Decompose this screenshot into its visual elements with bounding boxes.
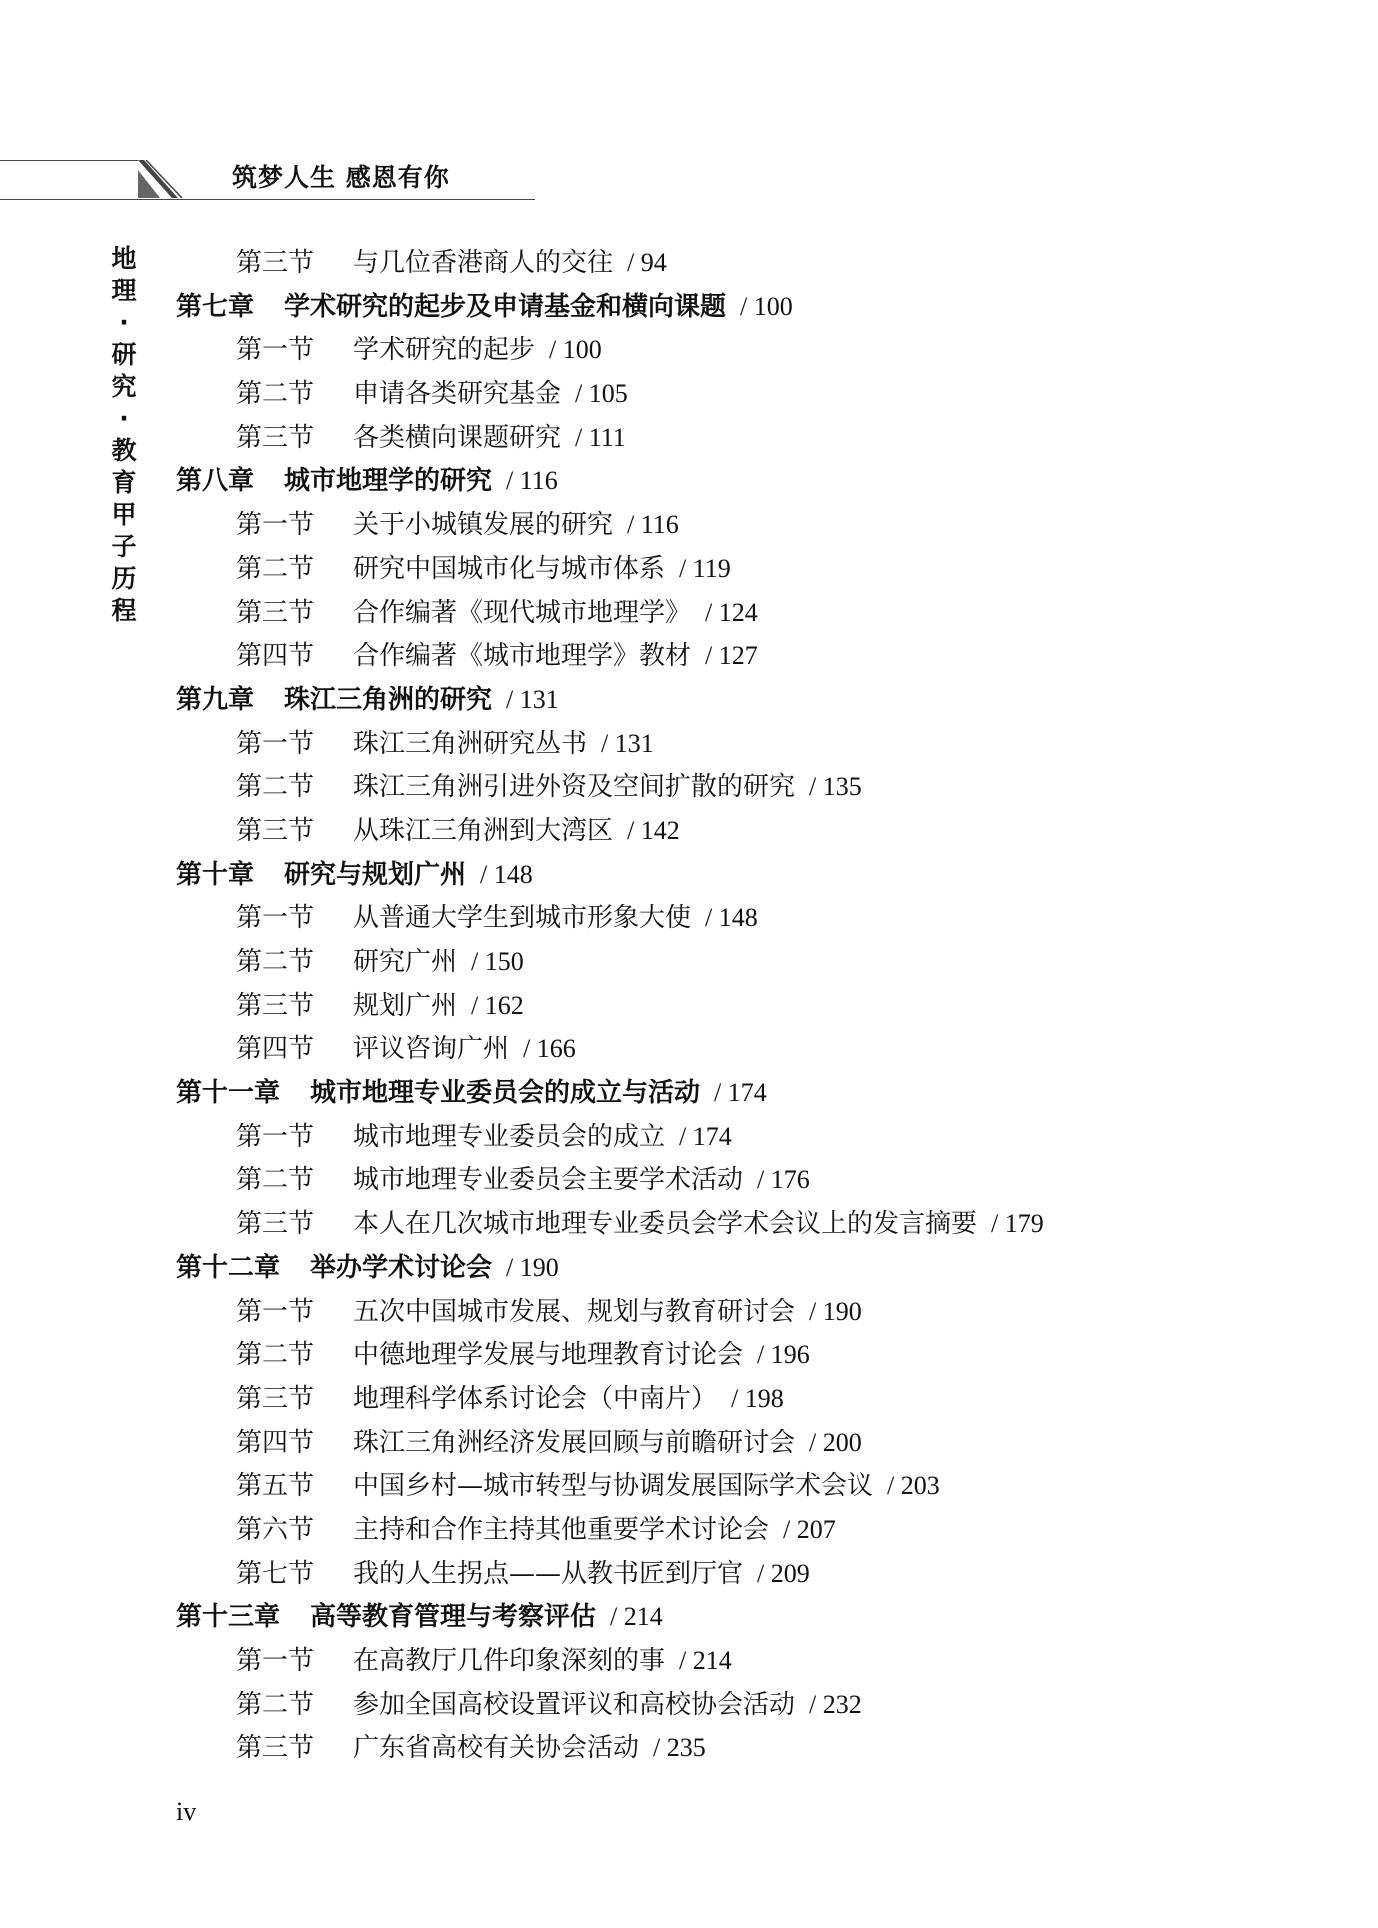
entry-title: 学术研究的起步 — [353, 335, 536, 366]
entry-page: / 196 — [757, 1340, 810, 1370]
entry-page: / 200 — [809, 1427, 862, 1457]
entry-page: / 174 — [679, 1121, 732, 1151]
entry-title: 从珠江三角洲到大湾区 — [353, 815, 614, 846]
toc-section-entry — [176, 1333, 1276, 1377]
entry-page: / 214 — [610, 1602, 663, 1632]
toc-section-entry — [176, 1683, 1276, 1727]
toc-section-entry — [176, 722, 1276, 766]
entry-number: 第二节 — [236, 1689, 315, 1720]
entry-number: 第四节 — [236, 641, 315, 672]
toc-section-entry — [176, 1290, 1276, 1334]
entry-number: 第三节 — [236, 990, 315, 1021]
entry-number: 第二节 — [236, 772, 315, 803]
entry-title: 各类横向课题研究 — [353, 422, 562, 453]
entry-title: 广东省高校有关协会活动 — [353, 1733, 640, 1764]
entry-number: 第三节 — [236, 815, 315, 846]
entry-page: / 150 — [471, 947, 524, 976]
toc-section-entry — [176, 809, 1276, 853]
entry-page: / 116 — [627, 510, 679, 540]
entry-title: 城市地理学的研究 — [284, 466, 493, 497]
entry-page: / 111 — [575, 422, 626, 452]
entry-title: 合作编著《城市地理学》教材 — [353, 641, 692, 672]
entry-number: 第一节 — [236, 1296, 315, 1327]
entry-page: / 207 — [783, 1514, 836, 1544]
entry-title: 珠江三角洲经济发展回顾与前瞻研讨会 — [353, 1427, 796, 1458]
entry-title: 学术研究的起步及申请基金和横向课题 — [284, 291, 727, 322]
side-vertical-title: 地 理 · 研 究 · 教 育 甲 子 历 程 — [111, 244, 137, 625]
entry-title: 高等教育管理与考察评估 — [310, 1602, 597, 1633]
toc-chapter-entry — [176, 853, 1276, 897]
entry-title: 本人在几次城市地理专业委员会学术会议上的发言摘要 — [353, 1209, 978, 1240]
entry-number: 第一节 — [236, 903, 315, 934]
entry-page: / 142 — [627, 815, 680, 845]
entry-number: 第四节 — [236, 1427, 315, 1458]
entry-title: 合作编著《现代城市地理学》 — [353, 597, 692, 628]
entry-title: 规划广州 — [353, 990, 458, 1021]
entry-page: / 176 — [757, 1165, 810, 1195]
entry-number: 第七节 — [236, 1558, 315, 1589]
entry-title: 中德地理学发展与地理教育讨论会 — [353, 1340, 744, 1371]
entry-title: 研究与规划广州 — [284, 859, 467, 890]
toc-section-entry — [176, 1027, 1276, 1071]
toc-section-entry — [176, 503, 1276, 547]
header-rule-top — [0, 160, 138, 161]
entry-page: / 119 — [679, 553, 731, 583]
toc-chapter-entry — [176, 1595, 1276, 1639]
header-title: 筑梦人生 感恩有你 — [232, 163, 450, 192]
entry-number: 第八章 — [176, 466, 255, 497]
entry-page: / 166 — [523, 1034, 576, 1064]
entry-title: 城市地理专业委员会主要学术活动 — [353, 1165, 744, 1196]
toc-section-entry — [176, 1115, 1276, 1159]
toc-section-entry — [176, 940, 1276, 984]
entry-number: 第二节 — [236, 379, 315, 410]
entry-title: 在高教厅几件印象深刻的事 — [353, 1646, 666, 1676]
entry-page: / 100 — [549, 335, 602, 365]
entry-number: 第四节 — [236, 1034, 315, 1065]
entry-number: 第五节 — [236, 1471, 315, 1502]
entry-number: 第十章 — [176, 859, 255, 890]
toc-section-entry — [176, 372, 1276, 416]
entry-title: 我的人生拐点——从教书匠到厅官 — [353, 1558, 744, 1589]
entry-number: 第二节 — [236, 1165, 315, 1196]
entry-title: 从普通大学生到城市形象大使 — [353, 903, 692, 934]
entry-number: 第七章 — [176, 291, 255, 322]
entry-number: 第十二章 — [176, 1252, 281, 1283]
page-number: iv — [176, 1797, 197, 1826]
entry-title: 城市地理专业委员会的成立 — [353, 1121, 666, 1152]
entry-title: 珠江三角洲引进外资及空间扩散的研究 — [353, 772, 796, 803]
toc-section-entry — [176, 765, 1276, 809]
toc-section-entry — [176, 984, 1276, 1028]
entry-number: 第一节 — [236, 1121, 315, 1152]
entry-title: 珠江三角洲的研究 — [284, 684, 493, 715]
entry-number: 第三节 — [236, 1209, 315, 1240]
entry-page: / 209 — [757, 1558, 810, 1588]
running-header — [0, 160, 535, 200]
entry-page: / 124 — [705, 597, 758, 627]
toc-section-entry — [176, 416, 1276, 460]
entry-number: 第三节 — [236, 597, 315, 628]
entry-page: / 131 — [506, 684, 559, 714]
entry-title: 评议咨询广州 — [353, 1034, 510, 1065]
entry-page: / 198 — [731, 1383, 784, 1413]
entry-title: 与几位香港商人的交往 — [353, 248, 614, 278]
entry-page: / 203 — [887, 1471, 940, 1501]
toc-section-entry — [176, 896, 1276, 940]
toc-section-entry — [176, 1508, 1276, 1552]
toc-chapter-entry — [176, 459, 1276, 503]
entry-page: / 100 — [740, 291, 793, 321]
toc-section-entry — [176, 328, 1276, 372]
entry-number: 第三节 — [236, 1733, 315, 1764]
entry-number: 第六节 — [236, 1514, 315, 1545]
toc-section-entry — [176, 241, 1276, 285]
entry-number: 第一节 — [236, 1646, 315, 1676]
entry-page: / 179 — [991, 1209, 1044, 1239]
entry-title: 研究中国城市化与城市体系 — [353, 553, 666, 584]
toc-section-entry — [176, 1552, 1276, 1596]
entry-page: / 190 — [809, 1296, 862, 1326]
entry-title: 申请各类研究基金 — [353, 379, 562, 410]
entry-number: 第一节 — [236, 510, 315, 541]
entry-page: / 127 — [705, 641, 758, 671]
toc-chapter-entry — [176, 1071, 1276, 1115]
header-rule — [0, 199, 535, 200]
toc-section-entry — [176, 1158, 1276, 1202]
entry-title: 五次中国城市发展、规划与教育研讨会 — [353, 1296, 796, 1327]
entry-page: / 116 — [506, 466, 558, 496]
entry-number: 第三节 — [236, 422, 315, 453]
entry-title: 地理科学体系讨论会（中南片） — [353, 1383, 718, 1414]
header-ornament-icon — [138, 160, 186, 200]
entry-page: / 94 — [627, 248, 667, 277]
entry-title: 中国乡村—城市转型与协调发展国际学术会议 — [353, 1471, 874, 1502]
entry-number: 第九章 — [176, 684, 255, 715]
entry-page: / 105 — [575, 379, 628, 409]
toc-chapter-entry — [176, 1246, 1276, 1290]
entry-number: 第十三章 — [176, 1602, 281, 1633]
entry-title: 珠江三角洲研究丛书 — [353, 728, 588, 759]
entry-page: / 232 — [809, 1689, 862, 1719]
entry-number: 第二节 — [236, 1340, 315, 1371]
entry-number: 第一节 — [236, 728, 315, 759]
entry-page: / 174 — [714, 1078, 767, 1108]
toc-section-entry — [176, 1202, 1276, 1246]
entry-page: / 235 — [653, 1733, 706, 1763]
toc-section-entry — [176, 591, 1276, 635]
entry-title: 城市地理专业委员会的成立与活动 — [310, 1078, 701, 1109]
entry-page: / 135 — [809, 772, 862, 802]
entry-page: / 148 — [705, 903, 758, 933]
toc-chapter-entry — [176, 285, 1276, 329]
entry-number: 第二节 — [236, 947, 315, 977]
toc-section-entry — [176, 1421, 1276, 1465]
toc-chapter-entry — [176, 678, 1276, 722]
toc-section-entry — [176, 547, 1276, 591]
entry-title: 研究广州 — [353, 947, 458, 977]
entry-page: / 162 — [471, 990, 524, 1020]
toc-section-entry — [176, 1639, 1276, 1683]
table-of-contents — [176, 241, 1276, 1770]
toc-section-entry — [176, 634, 1276, 678]
entry-page: / 190 — [506, 1252, 559, 1282]
entry-title: 参加全国高校设置评议和高校协会活动 — [353, 1689, 796, 1720]
entry-page: / 214 — [679, 1646, 732, 1675]
entry-number: 第三节 — [236, 248, 315, 278]
toc-section-entry — [176, 1377, 1276, 1421]
entry-title: 关于小城镇发展的研究 — [353, 510, 614, 541]
entry-number: 第三节 — [236, 1383, 315, 1414]
entry-number: 第一节 — [236, 335, 315, 366]
entry-title: 主持和合作主持其他重要学术讨论会 — [353, 1514, 770, 1545]
toc-section-entry — [176, 1464, 1276, 1508]
entry-title: 举办学术讨论会 — [310, 1252, 493, 1283]
entry-page: / 131 — [601, 728, 654, 758]
entry-number: 第十一章 — [176, 1078, 281, 1109]
entry-page: / 148 — [480, 859, 533, 889]
entry-number: 第二节 — [236, 553, 315, 584]
toc-section-entry — [176, 1726, 1276, 1770]
